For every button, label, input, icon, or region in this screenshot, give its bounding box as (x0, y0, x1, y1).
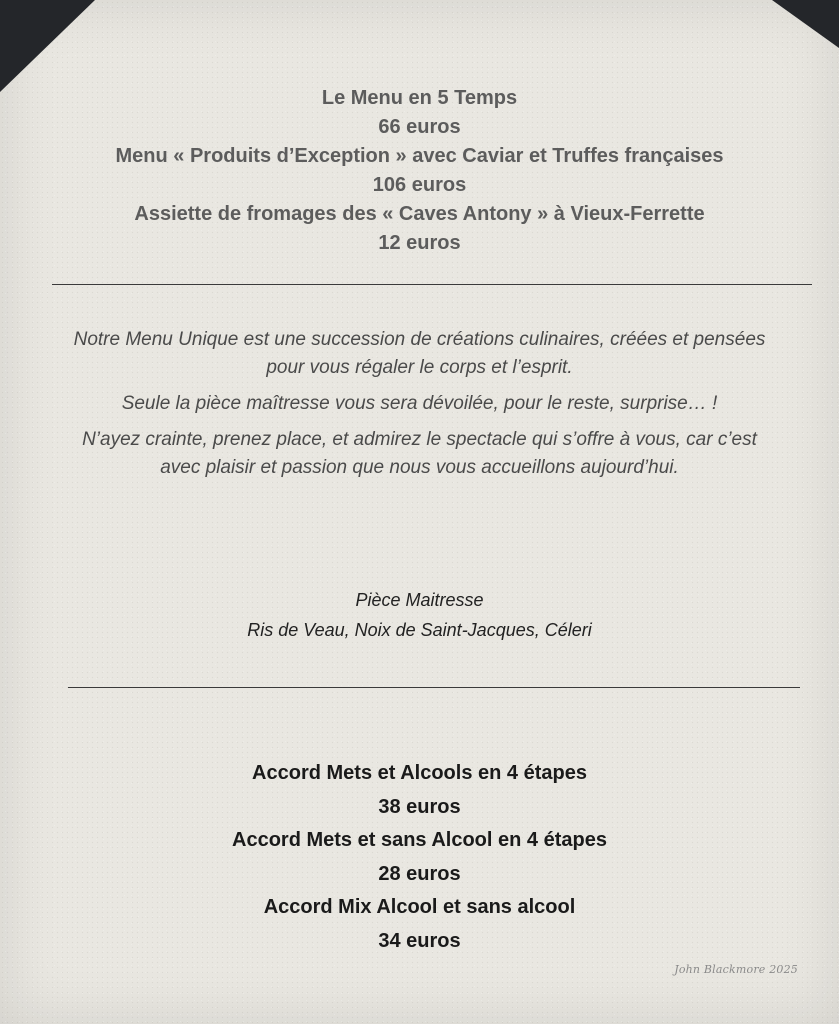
menu-line: Le Menu en 5 Temps (321, 87, 518, 109)
intro-line: N’ayez crainte, prenez place, et admirez le spectacle qui s’offre à vous, car c’est (82, 429, 757, 450)
piece-dish: Ris de Veau, Noix de Saint-Jacques, Céleri (247, 620, 592, 640)
pairing-line: Accord Mets et Alcools en 4 étapes (252, 762, 587, 784)
intro-line: avec plaisir et passion que nous vous accueillons aujourd’hui. (160, 457, 679, 478)
piece-maitresse (0, 585, 839, 645)
intro-text (0, 326, 839, 482)
intro-paragraph (0, 426, 839, 482)
pairing-line: Accord Mets et sans Alcool en 4 étapes (232, 829, 607, 851)
intro-paragraph: Seule la pièce maîtresse vous sera dévoilée, pour le reste, surprise… ! (121, 393, 718, 414)
menu-price: 106 euros (372, 174, 467, 196)
menu-price: 66 euros (378, 116, 461, 138)
menu-line: Assiette de fromages des « Caves Antony » à Vieux-Ferrette (134, 203, 705, 225)
intro-line: Notre Menu Unique est une succession de créations culinaires, créées et pensées (73, 329, 766, 350)
photo-signature: John Blackmore 2025 (674, 963, 798, 976)
menu-prices (0, 84, 839, 258)
intro-line: pour vous régaler le corps et l’esprit. (266, 357, 573, 378)
menu-line: Menu « Produits d’Exception » avec Caviar et Truffes françaises (115, 145, 724, 167)
menu-price: 12 euros (378, 232, 461, 254)
drink-pairings (0, 757, 839, 958)
pairing-line: Accord Mix Alcool et sans alcool (263, 896, 576, 918)
intro-paragraph (0, 326, 839, 382)
pairing-price: 38 euros (378, 795, 461, 818)
pairing-price: 34 euros (378, 929, 461, 952)
pairing-price: 28 euros (378, 862, 461, 885)
divider (68, 687, 800, 688)
divider (52, 284, 812, 285)
piece-title: Pièce Maitresse (355, 590, 484, 610)
